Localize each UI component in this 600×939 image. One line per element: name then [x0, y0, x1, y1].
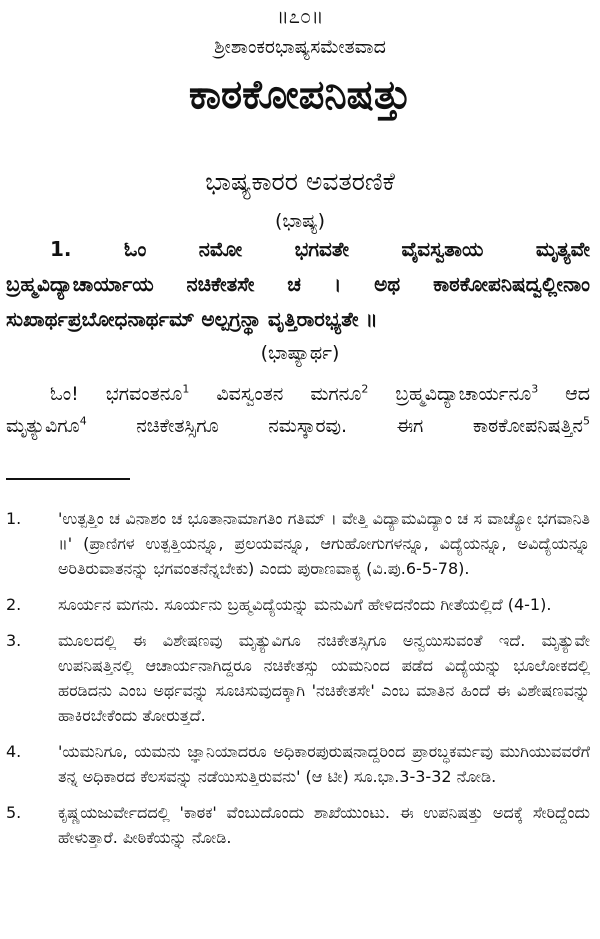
- footnotes: [6, 506, 590, 861]
- bhashya-label: (ಭಾಷ್ಯ): [274, 210, 326, 232]
- footnote-ref-4: 4: [79, 414, 87, 428]
- meaning-line-1: [6, 378, 590, 410]
- footnote-number: 3.: [6, 631, 22, 650]
- page-marker: ॥೭೦॥: [276, 4, 324, 28]
- meaning-segment: ಮೃತ್ಯುವಿಗೂ: [6, 415, 80, 437]
- footnote-ref-3: 3: [531, 382, 539, 396]
- footnote-text: 'ಉತ್ಪತ್ತಿಂ ಚ ವಿನಾಶಂ ಚ ಭೂತಾನಾಮಾಗತಿಂ ಗತಿಮ್ । ವೇತ್ತಿ ವಿದ್ಯಾಮವಿದ್ಯಾಂ ಚ ಸ ವಾಚ್ಯೋ ಭಗವಾನಿತಿ ॥' (ಪ್ರಾಣಿಗಳ ಉತ್ಪತ್ತಿಯನ್ನೂ, ಪ್ರಲಯವನ್ನೂ, ಆಗುಹೋಗುಗಳನ್ನೂ, ವಿದ್ಯೆಯನ್ನೂ, ಅವಿದ್ಯೆಯನ್ನೂ ಅರಿತಿರುವಾತನನ್ನು ಭಗವಂತನೆನ್ನಬೇಕು) ಎಂದು ಪುರಾಣವಾಕ್ಯ (ವಿ.ಪು.6-5-78).: [58, 509, 590, 578]
- bhashya-text: [6, 232, 590, 337]
- meaning-segment: ವಿವಸ್ವಂತನ ಮಗನೂ: [189, 383, 362, 405]
- section-heading: ಭಾಷ್ಯಕಾರರ ಅವತರಣಿಕೆ: [205, 167, 395, 196]
- footnote-item: [6, 628, 590, 728]
- footnote-item: [6, 739, 590, 789]
- footnote-ref-5: 5: [583, 414, 590, 428]
- footnote-ref-1: 1: [182, 382, 190, 396]
- meaning-line-2: [6, 410, 590, 442]
- footnote-ref-2: 2: [361, 382, 369, 396]
- meaning-segment: ಓಂ! ಭಗವಂತನೂ: [50, 383, 183, 405]
- footnote-number: 1.: [6, 509, 22, 528]
- meaning-text: [6, 378, 590, 442]
- bhashya-line: ಸುಖಾರ್ಥಪ್ರಬೋಧನಾರ್ಥಮ್ ಅಲ್ಪಗ್ರನ್ಥಾ ವೃತ್ತಿರಾರಭ್ಯತೇ ॥: [6, 307, 378, 331]
- meaning-segment: ನಚಿಕೇತಸ್ಸಿಗೂ ನಮಸ್ಕಾರವು. ಈಗ ಕಾಠಕೋಪನಿಷತ್ತಿನ: [86, 415, 583, 437]
- footnote-number: 2.: [6, 595, 22, 614]
- footnote-text: ಮೂಲದಲ್ಲಿ ಈ ವಿಶೇಷಣವು ಮೃತ್ಯುವಿಗೂ ನಚಿಕೇತಸ್ಸಿಗೂ ಅನ್ವಯಿಸುವಂತೆ ಇದೆ. ಮೃತ್ಯುವೇ ಉಪನಿಷತ್ತಿನಲ್ಲಿ ಆಚಾರ್ಯನಾಗಿದ್ದರೂ ನಚಿಕೇತಸ್ಸು ಯಮನಿಂದ ಪಡೆದ ವಿದ್ಯೆಯನ್ನು ಭೂಲೋಕದಲ್ಲಿ ಹರಡಿದನು ಎಂಬ ಅರ್ಥವನ್ನು ಸೂಚಿಸುವುದಕ್ಕಾಗಿ 'ನಚಿಕೇತಸೇ' ಎಂಬ ಮಾತಿನ ಹಿಂದೆ ಈ ವಿಶೇಷಣವನ್ನು ಹಾಕಿರಬೇಕೆಂದು ತೋರುತ್ತದೆ.: [58, 631, 590, 725]
- footnote-item: [6, 800, 590, 850]
- meaning-label: (ಭಾಷ್ಯಾರ್ಥ): [260, 342, 340, 364]
- footnote-divider: [6, 478, 130, 480]
- meaning-segment: ಆದ: [538, 383, 591, 405]
- footnote-item: [6, 592, 590, 617]
- page-title: ಕಾಠಕೋಪನಿಷತ್ತು: [188, 72, 412, 118]
- footnote-text: ಸೂರ್ಯನ ಮಗನು. ಸೂರ್ಯನು ಬ್ರಹ್ಮವಿದ್ಯೆಯನ್ನು ಮನುವಿಗೆ ಹೇಳಿದನೆಂದು ಗೀತೆಯಲ್ಲಿದೆ (4-1).: [58, 595, 552, 614]
- meaning-segment: ಬ್ರಹ್ಮವಿದ್ಯಾಚಾರ್ಯನೂ: [368, 383, 532, 405]
- footnote-text: 'ಯಮನಿಗೂ, ಯಮನು ಜ್ಞಾನಿಯಾದರೂ ಅಧಿಕಾರಪುರುಷನಾದ್ದರಿಂದ ಪ್ರಾರಬ್ಧಕರ್ಮವು ಮುಗಿಯುವವರೆಗೆ ತನ್ನ ಅಧಿಕಾರದ ಕೆಲಸವನ್ನು ನಡೆಯಿಸುತ್ತಿರುವನು' (ಆ ಟೀ) ಸೂ.ಭಾ.3-3-32 ನೋಡಿ.: [58, 742, 590, 786]
- footnote-text: ಕೃಷ್ಣಯಜುರ್ವೇದದಲ್ಲಿ 'ಕಾಠಕ' ವೆಂಬುದೊಂದು ಶಾಖೆಯುಂಟು. ಈ ಉಪನಿಷತ್ತು ಅದಕ್ಕೆ ಸೇರಿದ್ದೆಂದು ಹೇಳುತ್ತಾರೆ. ಪೀಠಿಕೆಯನ್ನು ನೋಡಿ.: [58, 803, 590, 847]
- book-preamble: ಶ್ರೀಶಾಂಕರಭಾಷ್ಯಸಮೇತವಾದ: [214, 36, 386, 58]
- footnote-number: 5.: [6, 803, 22, 822]
- footnote-number: 4.: [6, 742, 22, 761]
- footnote-item: [6, 506, 590, 581]
- bhashya-line: ಬ್ರಹ್ಮವಿದ್ಯಾಚಾರ್ಯಾಯ ನಚಿಕೇತಸೇ ಚ । ಅಥ ಕಾಠಕೋಪನಿಷದ್ವಲ್ಲೀನಾಂ: [6, 272, 590, 296]
- bhashya-line: 1. ಓಂ ನಮೋ ಭಗವತೇ ವೈವಸ್ವತಾಯ ಮೃತ್ಯವೇ: [50, 237, 590, 261]
